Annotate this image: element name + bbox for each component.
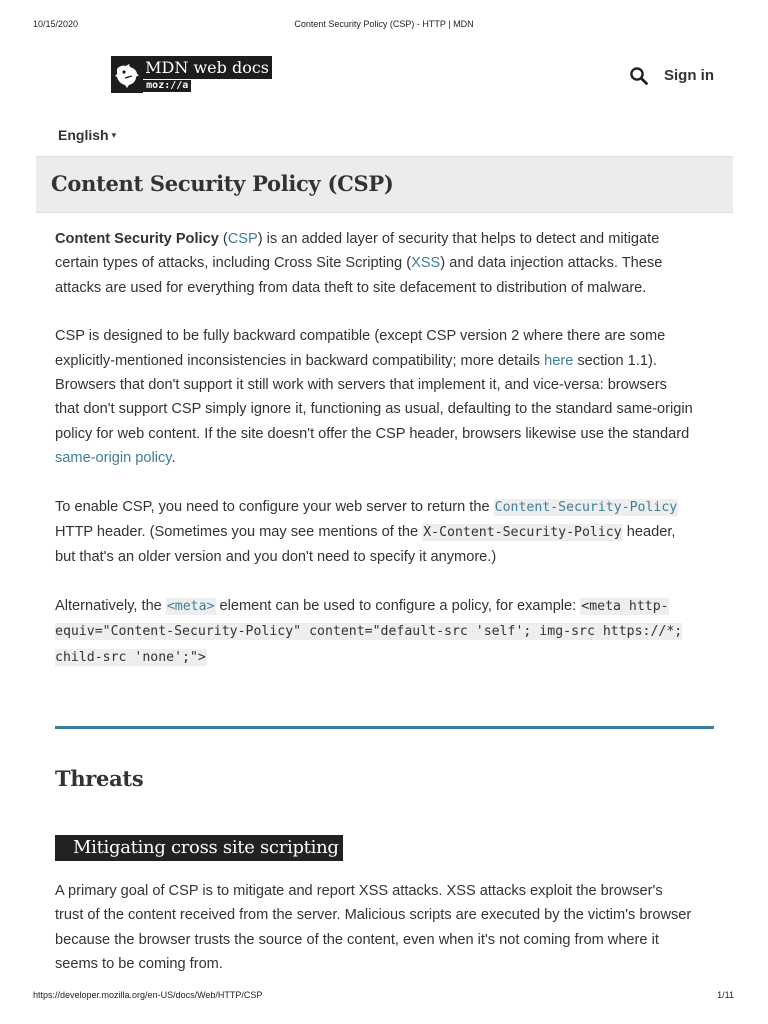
search-button[interactable] [629, 66, 649, 86]
link-csp[interactable]: CSP [227, 231, 258, 247]
print-title: Content Security Policy (CSP) - HTTP | MDN [294, 19, 474, 29]
logo-sub: moz://a [143, 80, 191, 92]
text: header, but that's an older version and you don't need to specify it anymore.) [55, 524, 676, 566]
code-csp-header: Content-Security-Policy [494, 499, 678, 515]
link-csp-header[interactable] [494, 499, 679, 515]
language-selector[interactable] [58, 127, 116, 143]
language-label: English [58, 127, 109, 143]
text: element can be used to configure a policy, for example: [215, 597, 581, 614]
text: . [171, 450, 176, 467]
heading-mitigating-xss: Mitigating cross site scripting [55, 835, 343, 861]
link-here[interactable]: here [544, 352, 574, 369]
text: section 1.1). Browsers that don't support it still work with servers that implement it, and vice-versa: browsers that don't support CSP simply ignore it, functioning as usual, defaulting to the standard same-origin policy for web content. If the site doesn't offer the CSP header, browsers likewise use the standard [55, 352, 693, 442]
code-meta: <meta> [166, 598, 215, 614]
article-body-continued [55, 879, 695, 977]
link-meta-element[interactable] [166, 598, 216, 614]
heading-threats: Threats [55, 766, 144, 791]
text: CSP is designed to be fully backward compatible (except CSP version 2 where there are some explicitly-mentioned inconsistencies in backward compatibility; more details [55, 328, 666, 369]
code-x-csp: X-Content-Security-Policy [423, 525, 622, 541]
paragraph-meta [55, 594, 695, 670]
paragraph-intro [55, 227, 695, 300]
text: To enable CSP, you need to configure your web server to return the [55, 498, 494, 515]
text: ) and data injection attacks. These attacks are used for everything from data theft to site defacement to distribution of malware. [55, 255, 663, 296]
logo-text: MDN web docs [143, 56, 272, 79]
page-title: Content Security Policy (CSP) [51, 171, 394, 196]
paragraph-compat [55, 324, 695, 470]
text: ( [218, 231, 228, 247]
dinosaur-icon [111, 56, 143, 93]
paragraph-enable [55, 495, 695, 570]
text: HTTP header. (Sometimes you may see mentions of the [55, 524, 423, 541]
sign-in-link[interactable]: Sign in [664, 67, 714, 84]
section-divider [55, 726, 714, 729]
code-meta-example: <meta http-equiv="Content-Security-Policy" content="default-src 'self'; img-src https://*; child-src 'none';"> [55, 598, 683, 665]
title-band [36, 156, 733, 213]
paragraph-xss-goal: A primary goal of CSP is to mitigate and report XSS attacks. XSS attacks exploit the browser's trust of the content received from the server. Malicious scripts are executed by the victim's browser because the browser trusts the source of the content, even when it's not coming from where it seems to be coming from. [55, 883, 692, 973]
chevron-down-icon: ▾ [111, 130, 117, 140]
text: Alternatively, the [55, 597, 166, 614]
print-page-number: 1/11 [717, 990, 734, 1000]
search-icon [629, 66, 649, 86]
link-same-origin-policy[interactable]: same-origin policy [55, 450, 172, 467]
print-url: https://developer.mozilla.org/en-US/docs/Web/HTTP/CSP [33, 990, 263, 1000]
mdn-logo[interactable] [111, 56, 272, 93]
logo-wordmark [143, 56, 272, 93]
article-body [55, 227, 695, 694]
link-xss[interactable]: XSS [411, 255, 441, 272]
text: ) is an added layer of security that helps to detect and mitigate certain types of attacks, including Cross Site Scripting ( [55, 231, 660, 272]
print-date: 10/15/2020 [33, 19, 79, 29]
term-csp: Content Security Policy [55, 231, 219, 247]
